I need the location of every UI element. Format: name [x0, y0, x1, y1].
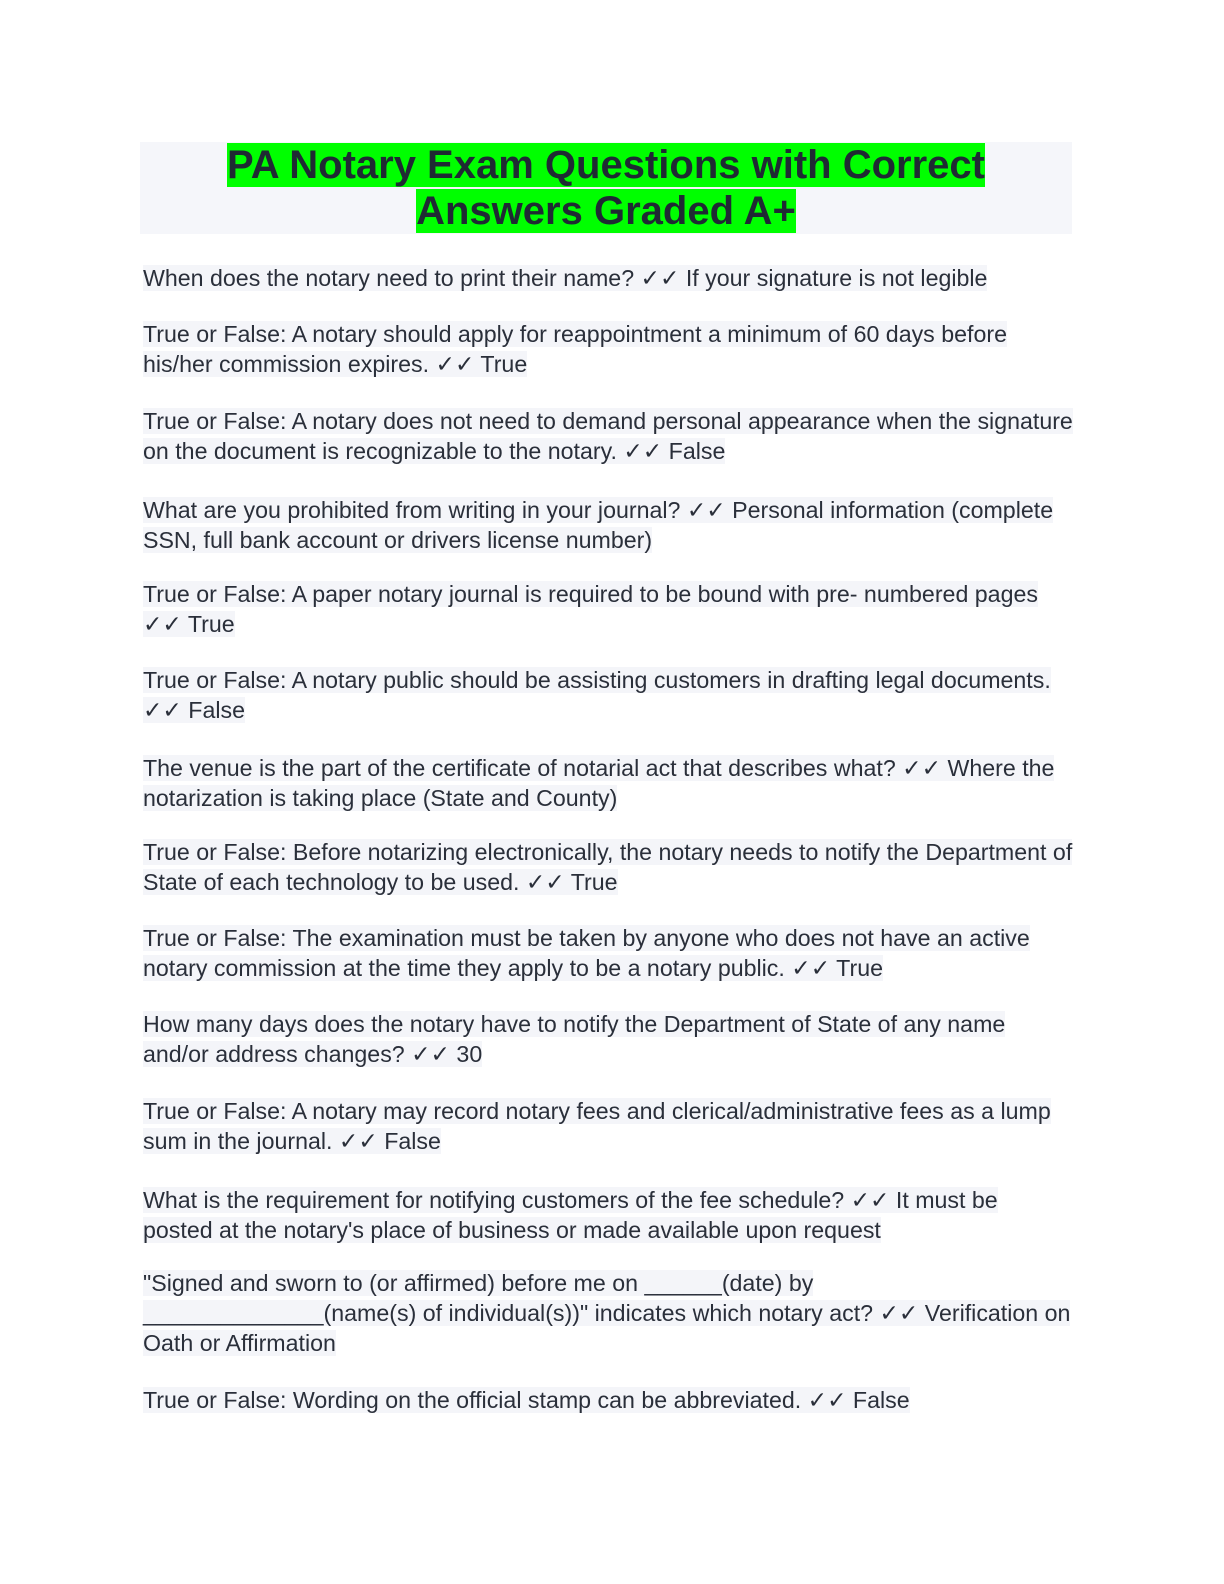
qa-text: What are you prohibited from writing in your journal? ✓✓ Personal information (complete SSN, full bank account or drivers license number) [143, 497, 1054, 553]
qa-text: "Signed and sworn to (or affirmed) before me on ______(date) by ______________(name(s) of individual(s))" indicates which notary act? ✓✓ Verification on Oath or Affirmation [143, 1270, 1071, 1356]
qa-item-12 [143, 1185, 1073, 1245]
qa-item-9 [143, 923, 1073, 983]
qa-text: When does the notary need to print their name? ✓✓ If your signature is not legible [143, 265, 988, 291]
qa-item-5 [143, 579, 1073, 639]
qa-text: True or False: Wording on the official stamp can be abbreviated. ✓✓ False [143, 1387, 910, 1413]
qa-text: True or False: The examination must be taken by anyone who does not have an active notary commission at the time they apply to be a notary public. ✓✓ True [143, 925, 1030, 981]
qa-item-8 [143, 837, 1073, 897]
qa-text: How many days does the notary have to notify the Department of State of any name and/or address changes? ✓✓ 30 [143, 1011, 1006, 1067]
qa-text: True or False: A notary may record notary fees and clerical/administrative fees as a lump sum in the journal. ✓✓ False [143, 1098, 1051, 1154]
qa-item-2 [143, 319, 1073, 379]
qa-item-11 [143, 1096, 1073, 1156]
qa-item-7 [143, 753, 1073, 813]
page-title [140, 142, 1072, 234]
qa-item-3 [143, 406, 1073, 466]
title-highlight: PA Notary Exam Questions with Correct Answers Graded A+ [227, 143, 985, 233]
qa-text: True or False: Before notarizing electronically, the notary needs to notify the Department of State of each technology to be used. ✓✓ True [143, 839, 1073, 895]
qa-text: True or False: A notary public should be assisting customers in drafting legal documents. ✓✓ False [143, 667, 1051, 723]
qa-item-1 [143, 263, 1073, 293]
qa-item-14 [143, 1385, 1073, 1415]
qa-text: The venue is the part of the certificate of notarial act that describes what? ✓✓ Where the notarization is taking place (State and County) [143, 755, 1055, 811]
qa-item-13 [143, 1268, 1073, 1358]
qa-text: True or False: A paper notary journal is required to be bound with pre- numbered pages ✓✓ True [143, 581, 1038, 637]
qa-item-4 [143, 495, 1073, 555]
qa-item-6 [143, 665, 1073, 725]
qa-text: What is the requirement for notifying customers of the fee schedule? ✓✓ It must be posted at the notary's place of business or made available upon request [143, 1187, 998, 1243]
qa-text: True or False: A notary should apply for reappointment a minimum of 60 days before his/her commission expires. ✓✓ True [143, 321, 1007, 377]
qa-text: True or False: A notary does not need to demand personal appearance when the signature on the document is recognizable to the notary. ✓✓ False [143, 408, 1073, 464]
qa-item-10 [143, 1009, 1073, 1069]
